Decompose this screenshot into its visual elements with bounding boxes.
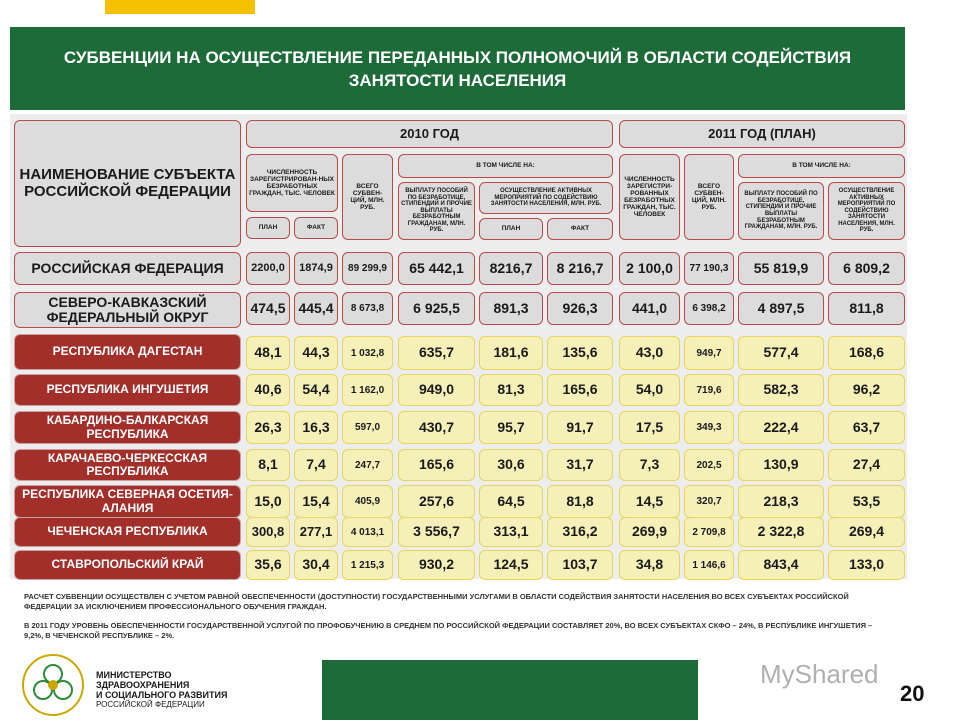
cell-ingushetia-active-2011: 96,2 xyxy=(828,374,905,406)
cell-stavropol-plan-2010: 35,6 xyxy=(246,550,290,580)
cell-kchr-active-fact-2010: 31,7 xyxy=(547,449,613,481)
header-active-2011: ОСУЩЕСТВЛЕНИЕ АКТИВНЫХ МЕРОПРИЯТИЙ ПО СОДЕЙСТВИЮ ЗАНЯТОСТИ НАСЕЛЕНИЯ, МЛН. РУБ. xyxy=(828,182,905,240)
cell-kbr-benefits-2011: 222,4 xyxy=(738,411,824,444)
top-accent-strip xyxy=(105,0,255,14)
cell-chechnya-active-fact-2010: 316,2 xyxy=(547,517,613,547)
cell-dagestan-active-fact-2010: 135,6 xyxy=(547,336,613,370)
row-label-chechnya: ЧЕЧЕНСКАЯ РЕСПУБЛИКА xyxy=(14,517,241,547)
cell-kchr-total-2010: 247,7 xyxy=(342,449,393,481)
cell-skfo-count-2011: 441,0 xyxy=(619,292,680,325)
cell-chechnya-fact-2010: 277,1 xyxy=(294,517,338,547)
cell-stavropol-active-plan-2010: 124,5 xyxy=(479,550,543,580)
cell-skfo-active-fact-2010: 926,3 xyxy=(547,292,613,325)
cell-kbr-total-2010: 597,0 xyxy=(342,411,393,444)
cell-skfo-total-2011: 6 398,2 xyxy=(684,292,734,325)
header-including-2010: В ТОМ ЧИСЛЕ НА: xyxy=(398,154,613,178)
page-title: СУБВЕНЦИИ НА ОСУЩЕСТВЛЕНИЕ ПЕРЕДАННЫХ ПОЛНОМОЧИЙ В ОБЛАСТИ СОДЕЙСТВИЯ ЗАНЯТОСТИ НАСЕЛЕНИЯ xyxy=(10,27,905,110)
header-active-plan-2010: ПЛАН xyxy=(479,218,543,240)
cell-ingushetia-active-fact-2010: 165,6 xyxy=(547,374,613,406)
header-benefits-2010: ВЫПЛАТУ ПОСОБИЙ ПО БЕЗРАБОТИЦЕ, СТИПЕНДИЙ И ПРОЧИЕ ВЫПЛАТЫ БЕЗРАБОТНЫМ ГРАЖДАНАМ, МЛН. РУБ. xyxy=(398,182,475,240)
cell-chechnya-plan-2010: 300,8 xyxy=(246,517,290,547)
cell-ossetia-plan-2010: 15,0 xyxy=(246,485,290,518)
cell-dagestan-count-2011: 43,0 xyxy=(619,336,680,370)
cell-kchr-fact-2010: 7,4 xyxy=(294,449,338,481)
header-active-fact-2010: ФАКТ xyxy=(547,218,613,240)
cell-kbr-total-2011: 349,3 xyxy=(684,411,734,444)
header-year-2011: 2011 ГОД (ПЛАН) xyxy=(619,120,905,148)
row-label-kchr: КАРАЧАЕВО-ЧЕРКЕССКАЯ РЕСПУБЛИКА xyxy=(14,449,241,481)
cell-rf-fact-2010: 1874,9 xyxy=(294,252,338,285)
cell-skfo-fact-2010: 445,4 xyxy=(294,292,338,325)
cell-dagestan-total-2011: 949,7 xyxy=(684,336,734,370)
cell-dagestan-active-2011: 168,6 xyxy=(828,336,905,370)
cell-ingushetia-total-2011: 719,6 xyxy=(684,374,734,406)
cell-rf-count-2011: 2 100,0 xyxy=(619,252,680,285)
cell-kbr-count-2011: 17,5 xyxy=(619,411,680,444)
cell-rf-active-fact-2010: 8 216,7 xyxy=(547,252,613,285)
cell-ingushetia-plan-2010: 40,6 xyxy=(246,374,290,406)
cell-dagestan-total-2010: 1 032,8 xyxy=(342,336,393,370)
cell-kbr-active-fact-2010: 91,7 xyxy=(547,411,613,444)
cell-ossetia-total-2011: 320,7 xyxy=(684,485,734,518)
ministry-line-1: МИНИСТЕРСТВО xyxy=(96,670,172,680)
cell-stavropol-total-2011: 1 146,6 xyxy=(684,550,734,580)
header-subject: НАИМЕНОВАНИЕ СУБЪЕКТА РОССИЙСКОЙ ФЕДЕРАЦИИ xyxy=(14,120,241,247)
cell-kchr-active-plan-2010: 30,6 xyxy=(479,449,543,481)
cell-kbr-benefits-2010: 430,7 xyxy=(398,411,475,444)
row-label-skfo: СЕВЕРО-КАВКАЗСКИЙ ФЕДЕРАЛЬНЫЙ ОКРУГ xyxy=(14,292,241,328)
page-number: 20 xyxy=(900,681,925,706)
cell-dagestan-fact-2010: 44,3 xyxy=(294,336,338,370)
cell-stavropol-active-fact-2010: 103,7 xyxy=(547,550,613,580)
cell-rf-active-plan-2010: 8216,7 xyxy=(479,252,543,285)
cell-ossetia-total-2010: 405,9 xyxy=(342,485,393,518)
footer-green-block xyxy=(322,660,698,720)
ministry-logo-icon xyxy=(20,652,86,718)
ministry-line-2: ЗДРАВООХРАНЕНИЯ xyxy=(96,680,190,690)
cell-dagestan-active-plan-2010: 181,6 xyxy=(479,336,543,370)
cell-dagestan-benefits-2011: 577,4 xyxy=(738,336,824,370)
cell-skfo-benefits-2011: 4 897,5 xyxy=(738,292,824,325)
ministry-line-4: РОССИЙСКОЙ ФЕДЕРАЦИИ xyxy=(96,700,205,709)
header-plan-2010: ПЛАН xyxy=(246,217,290,239)
cell-rf-total-2011: 77 190,3 xyxy=(684,252,734,285)
cell-chechnya-total-2011: 2 709,8 xyxy=(684,517,734,547)
cell-ingushetia-benefits-2011: 582,3 xyxy=(738,374,824,406)
cell-ingushetia-total-2010: 1 162,0 xyxy=(342,374,393,406)
cell-chechnya-benefits-2010: 3 556,7 xyxy=(398,517,475,547)
cell-ossetia-count-2011: 14,5 xyxy=(619,485,680,518)
cell-chechnya-active-plan-2010: 313,1 xyxy=(479,517,543,547)
cell-ossetia-fact-2010: 15,4 xyxy=(294,485,338,518)
cell-stavropol-total-2010: 1 215,3 xyxy=(342,550,393,580)
cell-ingushetia-fact-2010: 54,4 xyxy=(294,374,338,406)
header-total-2011: ВСЕГО СУБВЕН-ЦИЙ, МЛН. РУБ. xyxy=(684,154,734,240)
cell-kbr-active-2011: 63,7 xyxy=(828,411,905,444)
row-label-ingushetia: РЕСПУБЛИКА ИНГУШЕТИЯ xyxy=(14,374,241,406)
cell-ossetia-active-fact-2010: 81,8 xyxy=(547,485,613,518)
cell-ossetia-active-2011: 53,5 xyxy=(828,485,905,518)
cell-ossetia-benefits-2011: 218,3 xyxy=(738,485,824,518)
row-label-kbr: КАБАРДИНО-БАЛКАРСКАЯ РЕСПУБЛИКА xyxy=(14,411,241,444)
cell-rf-plan-2010: 2200,0 xyxy=(246,252,290,285)
ministry-line-3: И СОЦИАЛЬНОГО РАЗВИТИЯ xyxy=(96,690,228,700)
cell-kchr-total-2011: 202,5 xyxy=(684,449,734,481)
cell-skfo-benefits-2010: 6 925,5 xyxy=(398,292,475,325)
cell-kbr-active-plan-2010: 95,7 xyxy=(479,411,543,444)
row-label-stavropol: СТАВРОПОЛЬСКИЙ КРАЙ xyxy=(14,550,241,580)
cell-rf-active-2011: 6 809,2 xyxy=(828,252,905,285)
cell-skfo-plan-2010: 474,5 xyxy=(246,292,290,325)
cell-kchr-count-2011: 7,3 xyxy=(619,449,680,481)
cell-skfo-total-2010: 8 673,8 xyxy=(342,292,393,325)
header-benefits-2011: ВЫПЛАТУ ПОСОБИЙ ПО БЕЗРАБОТИЦЕ, СТИПЕНДИЙ И ПРОЧИЕ ВЫПЛАТЫ БЕЗРАБОТНЫМ ГРАЖДАНАМ, МЛН. РУБ. xyxy=(738,182,824,240)
header-fact-2010: ФАКТ xyxy=(294,217,338,239)
cell-kbr-fact-2010: 16,3 xyxy=(294,411,338,444)
watermark: MyShared xyxy=(760,659,879,689)
cell-chechnya-benefits-2011: 2 322,8 xyxy=(738,517,824,547)
cell-ossetia-active-plan-2010: 64,5 xyxy=(479,485,543,518)
cell-stavropol-benefits-2011: 843,4 xyxy=(738,550,824,580)
cell-kbr-plan-2010: 26,3 xyxy=(246,411,290,444)
footnote-calculation: РАСЧЕТ СУБВЕНЦИИ ОСУЩЕСТВЛЕН С УЧЕТОМ РАВНОЙ ОБЕСПЕЧЕННОСТИ (ДОСТУПНОСТИ) ГОСУДАРСТВЕННЫМИ УСЛУГАМИ В ОБЛАСТИ СОДЕЙСТВИЯ ЗАНЯТОСТИ НАСЕЛЕНИЯ ВО ВСЕХ СУБЪЕКТАХ РОССИЙСКОЙ ФЕДЕРАЦИИ ЗА ИСКЛЮЧЕНИЕМ ПРОФЕССИОНАЛЬНОГО ОБУЧЕНИЯ ГРАЖДАН. xyxy=(24,592,849,611)
cell-rf-total-2010: 89 299,9 xyxy=(342,252,393,285)
header-active-2010: ОСУЩЕСТВЛЕНИЕ АКТИВНЫХ МЕРОПРИЯТИЙ ПО СОДЕЙСТВИЮ ЗАНЯТОСТИ НАСЕЛЕНИЯ, МЛН. РУБ. xyxy=(479,182,613,214)
cell-rf-benefits-2010: 65 442,1 xyxy=(398,252,475,285)
cell-kchr-plan-2010: 8,1 xyxy=(246,449,290,481)
row-label-north-ossetia: РЕСПУБЛИКА СЕВЕРНАЯ ОСЕТИЯ-АЛАНИЯ xyxy=(14,485,241,518)
cell-chechnya-total-2010: 4 013,1 xyxy=(342,517,393,547)
cell-stavropol-count-2011: 34,8 xyxy=(619,550,680,580)
header-year-2010: 2010 ГОД xyxy=(246,120,613,148)
header-count-2010: ЧИСЛЕННОСТЬ ЗАРЕГИСТРИРОВАН-НЫХ БЕЗРАБОТНЫХ ГРАЖДАН, ТЫС. ЧЕЛОВЕК xyxy=(246,154,338,212)
cell-kchr-active-2011: 27,4 xyxy=(828,449,905,481)
cell-kchr-benefits-2011: 130,9 xyxy=(738,449,824,481)
cell-ingushetia-count-2011: 54,0 xyxy=(619,374,680,406)
cell-ingushetia-active-plan-2010: 81,3 xyxy=(479,374,543,406)
row-label-rf: РОССИЙСКАЯ ФЕДЕРАЦИЯ xyxy=(14,252,241,285)
cell-ossetia-benefits-2010: 257,6 xyxy=(398,485,475,518)
cell-skfo-active-plan-2010: 891,3 xyxy=(479,292,543,325)
ministry-name xyxy=(96,670,227,710)
cell-stavropol-fact-2010: 30,4 xyxy=(294,550,338,580)
cell-dagestan-plan-2010: 48,1 xyxy=(246,336,290,370)
cell-dagestan-benefits-2010: 635,7 xyxy=(398,336,475,370)
cell-stavropol-benefits-2010: 930,2 xyxy=(398,550,475,580)
header-count-2011: ЧИСЛЕННОСТЬ ЗАРЕГИСТРИ-РОВАННЫХ БЕЗРАБОТНЫХ ГРАЖДАН, ТЫС. ЧЕЛОВЕК xyxy=(619,154,680,240)
cell-rf-benefits-2011: 55 819,9 xyxy=(738,252,824,285)
footnote-training: В 2011 ГОДУ УРОВЕНЬ ОБЕСПЕЧЕННОСТИ ГОСУДАРСТВЕННОЙ УСЛУГОЙ ПО ПРОФОБУЧЕНИЮ В СРЕДНЕМ ПО РОССИЙСКОЙ ФЕДЕРАЦИИ СОСТАВЛЯЕТ 20%, ВО ВСЕХ СУБЪЕКТАХ СКФО – 24%, В РЕСПУБЛИКЕ ИНГУШЕТИЯ – 9,2%, В ЧЕЧЕНСКОЙ РЕСПУБЛИКЕ – 2%. xyxy=(24,621,873,640)
cell-skfo-active-2011: 811,8 xyxy=(828,292,905,325)
header-total-2010: ВСЕГО СУБВЕН-ЦИЙ, МЛН. РУБ. xyxy=(342,154,393,240)
cell-kchr-benefits-2010: 165,6 xyxy=(398,449,475,481)
cell-stavropol-active-2011: 133,0 xyxy=(828,550,905,580)
cell-chechnya-active-2011: 269,4 xyxy=(828,517,905,547)
cell-chechnya-count-2011: 269,9 xyxy=(619,517,680,547)
cell-ingushetia-benefits-2010: 949,0 xyxy=(398,374,475,406)
row-label-dagestan: РЕСПУБЛИКА ДАГЕСТАН xyxy=(14,334,241,370)
header-including-2011: В ТОМ ЧИСЛЕ НА: xyxy=(738,154,905,178)
